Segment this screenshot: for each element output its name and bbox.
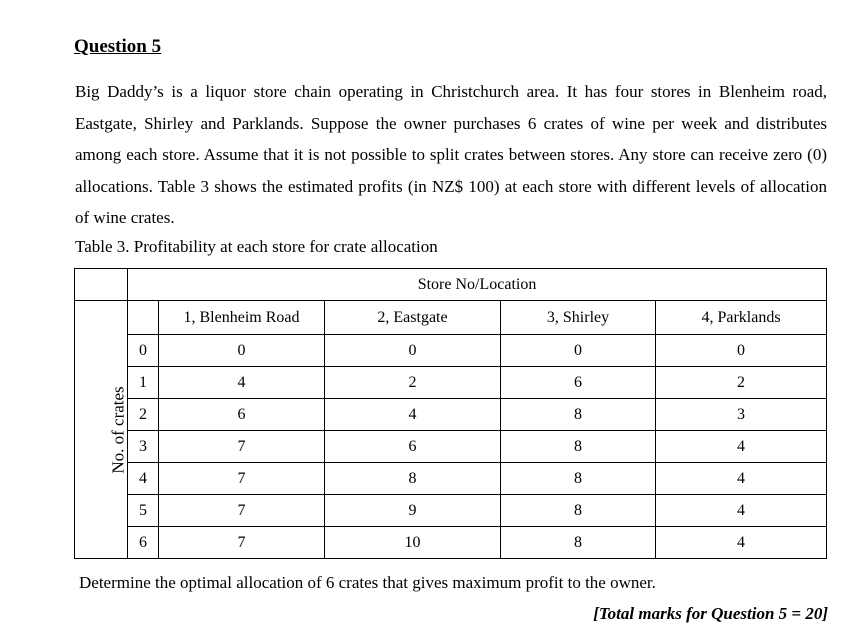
profit-cell: 6	[325, 431, 501, 463]
table-row	[75, 367, 827, 399]
table-caption: Table 3. Profitability at each store for crate allocation	[75, 237, 438, 256]
profit-cell: 0	[656, 335, 827, 367]
profit-cell: 4	[656, 495, 827, 527]
profit-cell: 8	[501, 495, 656, 527]
question-heading: Question 5	[74, 36, 162, 57]
store-group-header: Store No/Location	[128, 269, 827, 301]
profit-cell: 0	[159, 335, 325, 367]
profit-table	[74, 268, 827, 559]
crate-count: 4	[128, 463, 159, 495]
table-row	[75, 495, 827, 527]
total-marks: [Total marks for Question 5 = 20]	[593, 604, 828, 623]
profit-cell: 8	[501, 463, 656, 495]
profit-cell: 4	[656, 431, 827, 463]
profit-cell: 8	[501, 431, 656, 463]
store-header: 4, Parklands	[656, 301, 827, 335]
problem-paragraph: Big Daddy’s is a liquor store chain operating in Christchurch area. It has four stores in Blenheim road, Eastgate, Shirley and Parklands. Suppose the owner purchases 6 crates of wine per week and distributes among each store. Assume that it is not possible to split crates between stores. Any store can receive zero (0) allocations. Table 3 shows the estimated profits (in NZ$ 100) at each store with different levels of allocation of wine crates.	[75, 82, 827, 227]
table-row	[75, 431, 827, 463]
profit-cell: 6	[159, 399, 325, 431]
profit-cell: 4	[325, 399, 501, 431]
profit-cell: 3	[656, 399, 827, 431]
profit-cell: 6	[501, 367, 656, 399]
table-row	[75, 463, 827, 495]
profit-cell: 10	[325, 527, 501, 559]
profit-cell: 8	[501, 527, 656, 559]
profit-cell: 2	[325, 367, 501, 399]
table-row	[75, 399, 827, 431]
profit-cell: 4	[656, 527, 827, 559]
crate-count: 2	[128, 399, 159, 431]
profit-cell: 4	[159, 367, 325, 399]
store-header: 3, Shirley	[501, 301, 656, 335]
profit-cell: 4	[656, 463, 827, 495]
crate-count: 6	[128, 527, 159, 559]
crate-count: 1	[128, 367, 159, 399]
profit-cell: 7	[159, 495, 325, 527]
profit-cell: 8	[325, 463, 501, 495]
corner-cell	[75, 269, 128, 301]
profit-cell: 8	[501, 399, 656, 431]
table-row	[75, 335, 827, 367]
crate-count: 3	[128, 431, 159, 463]
profit-cell: 0	[501, 335, 656, 367]
store-header: 2, Eastgate	[325, 301, 501, 335]
row-axis-label-cell	[75, 301, 128, 559]
table-row	[75, 527, 827, 559]
profit-cell: 7	[159, 431, 325, 463]
profit-cell: 2	[656, 367, 827, 399]
question-text: Determine the optimal allocation of 6 crates that gives maximum profit to the owner.	[79, 573, 656, 592]
profit-cell: 7	[159, 463, 325, 495]
crate-count: 0	[128, 335, 159, 367]
crate-count: 5	[128, 495, 159, 527]
profit-cell: 0	[325, 335, 501, 367]
profit-cell: 7	[159, 527, 325, 559]
row-axis-label: No. of crates	[108, 385, 128, 474]
profit-cell: 9	[325, 495, 501, 527]
store-header: 1, Blenheim Road	[159, 301, 325, 335]
crate-header-blank	[128, 301, 159, 335]
